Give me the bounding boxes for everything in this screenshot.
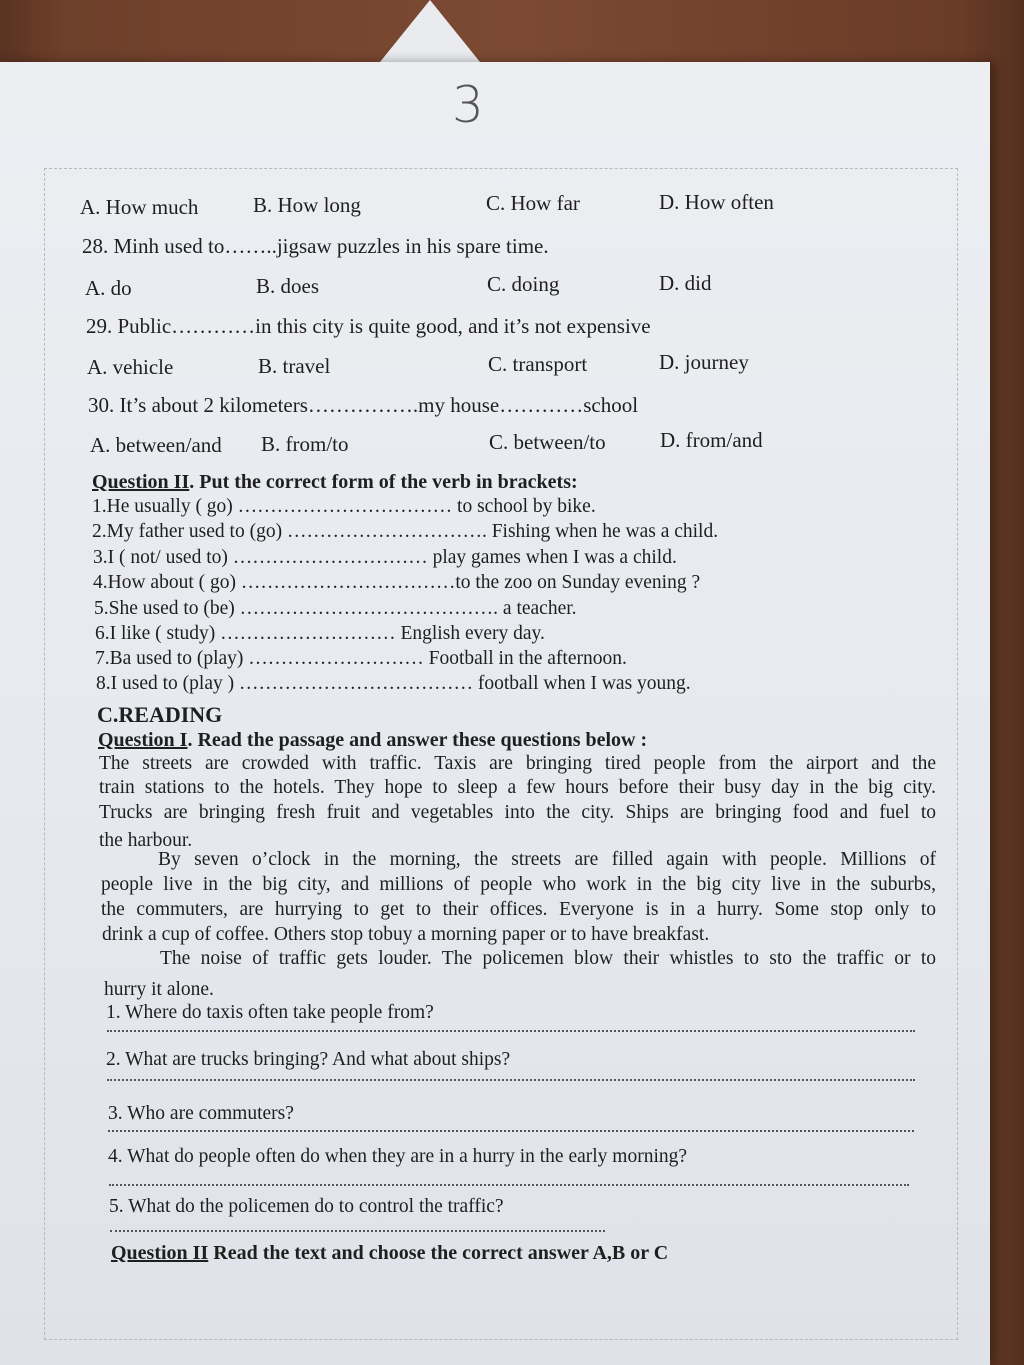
q30-option-a: A. between/and [90,433,222,457]
passage-line: the harbour. [99,830,193,851]
reading-question-4: 4. What do people often do when they are in a hurry in the early morning? [108,1146,688,1167]
q28-option-a: A. do [85,276,132,300]
reading-question-1: 1. Where do taxis often take people from? [106,1002,434,1023]
reading-question-2-title: Read the text and choose the correct answer A,B or C [208,1242,669,1264]
answer-line-1[interactable] [107,1030,915,1032]
answer-line-4[interactable] [109,1184,909,1186]
q29-option-b: B. travel [258,354,331,378]
verb-item-4: 4.How about ( go) ……………………………to the zoo on Sunday evening ? [93,572,701,593]
passage-line: drink a cup of coffee. Others stop tobuy a morning paper or to have breakfast. [102,924,710,945]
paper-fold [380,0,480,62]
passage-line: The noise of traffic gets louder. The policemen blow their whistles to sto the traffic or to [160,948,936,969]
page-number: 3 [452,76,484,134]
question-2-label: Question II [92,471,190,493]
q27-option-c: C. How far [486,191,580,215]
q30-option-d: D. from/and [660,428,763,452]
question-2-heading [92,471,578,494]
reading-question-2-heading [111,1242,668,1265]
verb-item-5: 5.She used to (be) …………………………………. a teacher. [94,598,577,619]
verb-item-2: 2.My father used to (go) …………………………. Fishing when he was a child. [92,521,719,542]
passage-line: people live in the big city, and millions of people who work in the big city live in the suburbs, [101,874,936,895]
q28-option-d: D. did [659,271,712,295]
question-2-title: . Put the correct form of the verb in brackets: [189,471,578,493]
passage-line: Trucks are bringing fresh fruit and vegetables into the city. Ships are bringing food and fuel to [99,802,936,823]
verb-item-3: 3.I ( not/ used to) ………………………… play games when I was a child. [93,547,677,568]
passage-line: hurry it alone. [104,979,214,1000]
q29-option-d: D. journey [659,350,749,374]
verb-item-6: 6.I like ( study) ……………………… English every day. [95,623,545,644]
verb-item-7: 7.Ba used to (play) ……………………… Football in the afternoon. [95,648,627,669]
answer-line-5[interactable] [110,1230,605,1232]
q29-option-a: A. vehicle [87,355,174,379]
q28-option-c: C. doing [487,272,560,296]
q29-option-c: C. transport [488,352,588,376]
q30-option-c: C. between/to [489,430,606,454]
answer-line-3[interactable] [108,1130,914,1132]
verb-item-8: 8.I used to (play ) ……………………………… football when I was young. [96,673,691,694]
question-28: 28. Minh used to……..jigsaw puzzles in his spare time. [82,234,549,258]
passage-line: train stations to the hotels. They hope to sleep a few hours before their busy day in the big city. [99,777,936,798]
reading-question-5: 5. What do the policemen do to control the traffic? [109,1196,504,1217]
reading-question-1-heading [98,729,647,752]
answer-line-2[interactable] [107,1079,915,1081]
passage-line: By seven o’clock in the morning, the streets are filled again with people. Millions of [158,849,936,870]
passage-line: The streets are crowded with traffic. Taxis are bringing tired people from the airport and the [99,753,936,774]
reading-question-3: 3. Who are commuters? [108,1103,294,1124]
q27-option-b: B. How long [253,193,361,217]
passage-line: the commuters, are hurrying to get to their offices. Everyone is in a hurry. Some stop only to [101,899,936,920]
question-29: 29. Public…………in this city is quite good, and it’s not expensive [86,314,651,338]
q27-option-a: A. How much [80,195,199,219]
reading-section-title: C.READING [97,702,223,727]
reading-question-2: 2. What are trucks bringing? And what about ships? [106,1049,511,1070]
q28-option-b: B. does [256,274,319,298]
question-30: 30. It’s about 2 kilometers…………….my house…………school [88,393,639,417]
reading-question-1-label: Question I [98,729,188,751]
q30-option-b: B. from/to [261,432,349,456]
q27-option-d: D. How often [659,190,774,214]
reading-question-1-title: . Read the passage and answer these questions below : [187,729,648,751]
reading-question-2-label: Question II [111,1242,209,1264]
verb-item-1: 1.He usually ( go) …………………………… to school by bike. [92,496,596,517]
